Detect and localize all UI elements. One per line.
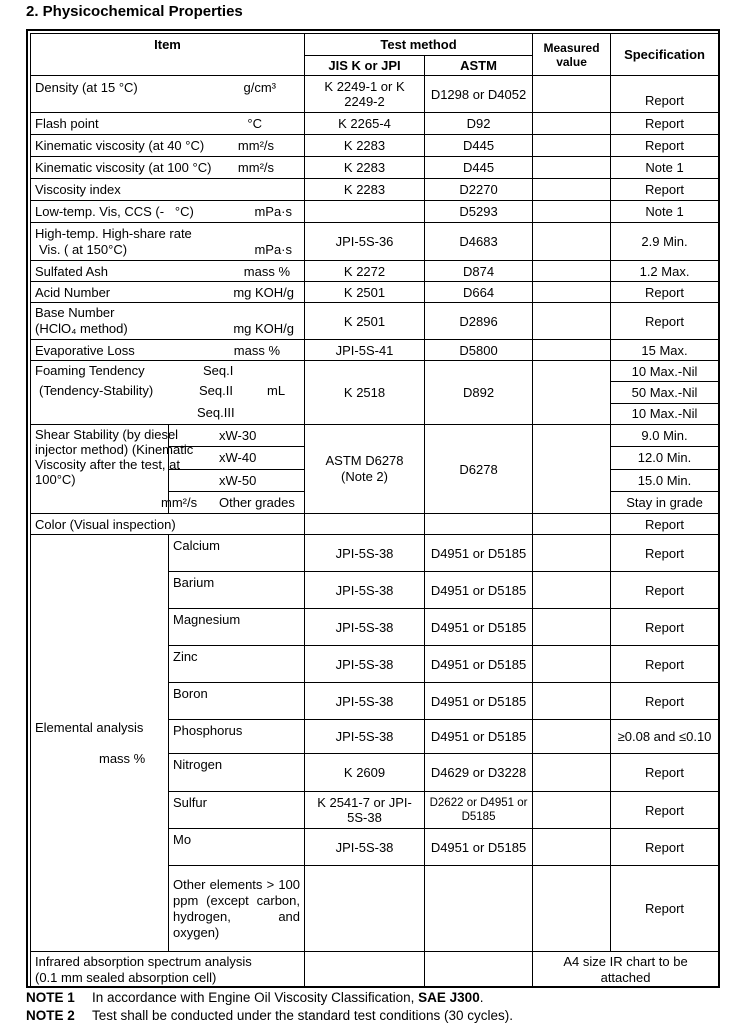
spec-value: 2.9 Min.: [611, 223, 719, 261]
measured-value: [533, 157, 611, 179]
measured-value: [533, 866, 611, 952]
jis-method: K 2283: [305, 135, 425, 157]
row-name: Viscosity index: [31, 179, 305, 201]
row-name: Low-temp. Vis, CCS (- °C): [35, 204, 194, 219]
table-row: [31, 535, 719, 572]
jis-method: K 2541-7 or JPI-5S-38: [305, 792, 425, 829]
astm-method: D4951 or D5185: [425, 535, 533, 572]
row-unit: mm²/s: [237, 160, 275, 175]
spec-value: Note 1: [611, 157, 719, 179]
measured-value: [533, 76, 611, 113]
measured-value: [533, 720, 611, 754]
astm-method: D2622 or D4951 or D5185: [425, 792, 533, 829]
jis-method: K 2272: [305, 261, 425, 282]
seq-label: Seq.III: [197, 405, 235, 420]
header-item: Item: [31, 34, 305, 76]
row-name: Sulfated Ash: [35, 263, 108, 279]
header-astm: ASTM: [425, 56, 533, 76]
table-row: [31, 135, 719, 157]
astm-method: D664: [425, 282, 533, 303]
astm-method: D2270: [425, 179, 533, 201]
spec-value: Report: [611, 829, 719, 866]
astm-method: D4951 or D5185: [425, 572, 533, 609]
grade-label: xW-30: [169, 425, 305, 447]
row-name: Kinematic viscosity (at 100 °C): [35, 160, 212, 175]
astm-method: D445: [425, 157, 533, 179]
spec-value: Report: [611, 646, 719, 683]
note-1: [26, 989, 513, 1007]
row-name-2: (HClO₄ method): [35, 321, 128, 336]
spec-value: 15.0 Min.: [611, 469, 719, 491]
spec-value: ≥0.08 and ≤0.10: [611, 720, 719, 754]
grade-label: xW-50: [169, 469, 305, 491]
table-row: [31, 113, 719, 135]
measured-value: [533, 535, 611, 572]
row-name-2: (0.1 mm sealed absorption cell): [35, 969, 217, 985]
measured-value: [533, 303, 611, 340]
header-jis: JIS K or JPI: [305, 56, 425, 76]
table-row: [31, 282, 719, 303]
spec-value: Report: [611, 535, 719, 572]
jis-method: [305, 866, 425, 952]
jis-method: K 2609: [305, 754, 425, 792]
header-test-method: Test method: [305, 34, 533, 56]
table-row: [31, 303, 719, 340]
astm-method: D2896: [425, 303, 533, 340]
astm-method: [425, 952, 533, 988]
header-measured: Measured value: [533, 34, 611, 76]
measured-value: [533, 609, 611, 646]
section-title: 2. Physicochemical Properties: [26, 3, 243, 20]
astm-method: [425, 866, 533, 952]
measured-value: [533, 282, 611, 303]
row-name-2: (Tendency-Stability): [39, 383, 154, 398]
row-name: Kinematic viscosity (at 40 °C): [35, 138, 205, 153]
element-name: Barium: [169, 572, 305, 609]
table-row: [31, 157, 719, 179]
element-name: Magnesium: [169, 609, 305, 646]
element-name: Other elements > 100 ppm (except carbon, hydrogen, and oxygen): [169, 866, 305, 952]
header-spec: Specification: [611, 34, 719, 76]
element-name: Mo: [169, 829, 305, 866]
jis-method: JPI-5S-38: [305, 646, 425, 683]
measured-value: [533, 514, 611, 535]
astm-method: D4683: [425, 223, 533, 261]
astm-method: D1298 or D4052: [425, 76, 533, 113]
measured-value: [533, 179, 611, 201]
table-row: [31, 340, 719, 361]
seq-label: Seq.II: [199, 383, 233, 398]
spec-value: 10 Max.-Nil: [611, 403, 719, 424]
element-name: Sulfur: [169, 792, 305, 829]
spec-value: Report: [611, 754, 719, 792]
spec-value: Report: [611, 113, 719, 135]
jis-method: JPI-5S-38: [305, 572, 425, 609]
spec-value: Report: [611, 609, 719, 646]
table-row: [31, 425, 719, 447]
spec-value: Report: [611, 683, 719, 720]
spec-value: 10 Max.-Nil: [611, 361, 719, 382]
row-name: Color (Visual inspection): [31, 514, 305, 535]
astm-method: D4951 or D5185: [425, 609, 533, 646]
astm-method: D92: [425, 113, 533, 135]
row-name-2: Vis. ( at 150°C): [39, 241, 128, 257]
row-name: Foaming Tendency: [35, 363, 145, 378]
table-row: [31, 223, 719, 261]
jis-method: JPI-5S-41: [305, 340, 425, 361]
table-row: [31, 514, 719, 535]
note-text: In accordance with Engine Oil Viscosity Classification,: [92, 990, 419, 1005]
spec-value: Report: [611, 303, 719, 340]
astm-method: D5800: [425, 340, 533, 361]
measured-value: [533, 201, 611, 223]
table-row: [31, 261, 719, 282]
jis-method: JPI-5S-38: [305, 535, 425, 572]
spec-value: Report: [611, 179, 719, 201]
row-unit: mg KOH/g: [233, 284, 295, 300]
measured-value: [533, 829, 611, 866]
astm-method: D6278: [425, 425, 533, 514]
table-row: [31, 201, 719, 223]
jis-method: JPI-5S-38: [305, 683, 425, 720]
measured-value: [533, 754, 611, 792]
row-name: Infrared absorption spectrum analysis: [35, 953, 252, 969]
spec-value: 9.0 Min.: [611, 425, 719, 447]
table-row: [31, 179, 719, 201]
row-unit: °C: [247, 116, 263, 131]
spec-value: Report: [611, 866, 719, 952]
row-name: Evaporative Loss: [35, 342, 135, 358]
measured-value: [533, 135, 611, 157]
jis-method: K 2501: [305, 303, 425, 340]
measured-value: [533, 361, 611, 425]
measured-value: [533, 425, 611, 514]
row-name: Flash point: [35, 116, 99, 131]
astm-method: D4951 or D5185: [425, 646, 533, 683]
note-text: Test shall be conducted under the standard test conditions (30 cycles).: [92, 1008, 513, 1023]
astm-method: D4951 or D5185: [425, 683, 533, 720]
jis-method: [305, 952, 425, 988]
astm-method: [425, 514, 533, 535]
measured-value: [533, 261, 611, 282]
row-name: Acid Number: [35, 284, 111, 300]
row-unit: mass %: [233, 342, 281, 358]
spec-value: Report: [611, 282, 719, 303]
spec-value: Report: [611, 792, 719, 829]
elemental-unit: mass %: [99, 751, 146, 766]
grade-label: xW-40: [169, 447, 305, 469]
jis-method: K 2265-4: [305, 113, 425, 135]
note-label: NOTE 2: [26, 1008, 75, 1023]
astm-method: D4951 or D5185: [425, 720, 533, 754]
measured-value: [533, 646, 611, 683]
row-unit: mm²/s: [237, 138, 275, 153]
spec-value: Stay in grade: [611, 491, 719, 513]
spec-value: 15 Max.: [611, 340, 719, 361]
row-name: Density (at 15 °C): [35, 80, 138, 95]
jis-method: K 2249-1 or K 2249-2: [305, 76, 425, 113]
spec-value: 1.2 Max.: [611, 261, 719, 282]
row-unit: mPa·s: [254, 204, 293, 219]
astm-method: D4629 or D3228: [425, 754, 533, 792]
row-unit: mass %: [243, 263, 291, 279]
row-unit: mm²/s: [161, 495, 198, 510]
notes: [26, 989, 513, 1024]
measured-value: [533, 792, 611, 829]
row-unit: mPa·s: [254, 241, 293, 257]
element-name: Boron: [169, 683, 305, 720]
note-label: NOTE 1: [26, 990, 75, 1005]
element-name: Calcium: [169, 535, 305, 572]
row-name: Base Number: [35, 305, 115, 320]
measured-value: [533, 572, 611, 609]
astm-method: D4951 or D5185: [425, 829, 533, 866]
astm-method: D5293: [425, 201, 533, 223]
properties-table: [30, 33, 719, 988]
astm-method: D874: [425, 261, 533, 282]
jis-method: JPI-5S-38: [305, 720, 425, 754]
measured-value: [533, 223, 611, 261]
jis-method: K 2283: [305, 157, 425, 179]
elemental-label: Elemental analysis: [35, 720, 144, 735]
element-name: Nitrogen: [169, 754, 305, 792]
table-row: [31, 76, 719, 113]
spec-value: Report: [611, 135, 719, 157]
row-unit: mL: [267, 383, 286, 398]
spec-value: Note 1: [611, 201, 719, 223]
note-bold: SAE J300: [418, 990, 480, 1005]
table-row: [31, 361, 719, 382]
grade-label: Other grades: [169, 491, 305, 513]
spec-value: Report: [611, 514, 719, 535]
row-name: Shear Stability (by diesel injector method) (Kinematic Viscosity after the test, at 100°C): [35, 427, 194, 487]
measured-value: [533, 683, 611, 720]
table-row: [31, 952, 719, 988]
spec-value: A4 size IR chart to be attached: [533, 952, 719, 988]
seq-label: Seq.I: [203, 363, 234, 378]
spec-value: 12.0 Min.: [611, 447, 719, 469]
jis-method: JPI-5S-38: [305, 609, 425, 646]
jis-method: K 2283: [305, 179, 425, 201]
astm-method: D445: [425, 135, 533, 157]
jis-method: JPI-5S-36: [305, 223, 425, 261]
astm-method: D892: [425, 361, 533, 425]
row-unit: mg KOH/g: [233, 321, 295, 336]
element-name: Zinc: [169, 646, 305, 683]
note-2: [26, 1007, 513, 1024]
spec-value: 50 Max.-Nil: [611, 382, 719, 403]
row-name: High-temp. High-share rate: [35, 225, 192, 241]
jis-note: (Note 2): [341, 469, 388, 484]
row-unit: g/cm³: [243, 80, 277, 95]
jis-method: ASTM D6278: [325, 453, 404, 468]
measured-value: [533, 113, 611, 135]
spec-value: Report: [611, 76, 719, 113]
jis-method: K 2518: [305, 361, 425, 425]
jis-method: [305, 201, 425, 223]
element-name: Phosphorus: [169, 720, 305, 754]
jis-method: K 2501: [305, 282, 425, 303]
measured-value: [533, 340, 611, 361]
jis-method: JPI-5S-38: [305, 829, 425, 866]
spec-value: Report: [611, 572, 719, 609]
note-tail: .: [479, 990, 484, 1005]
jis-method: [305, 514, 425, 535]
